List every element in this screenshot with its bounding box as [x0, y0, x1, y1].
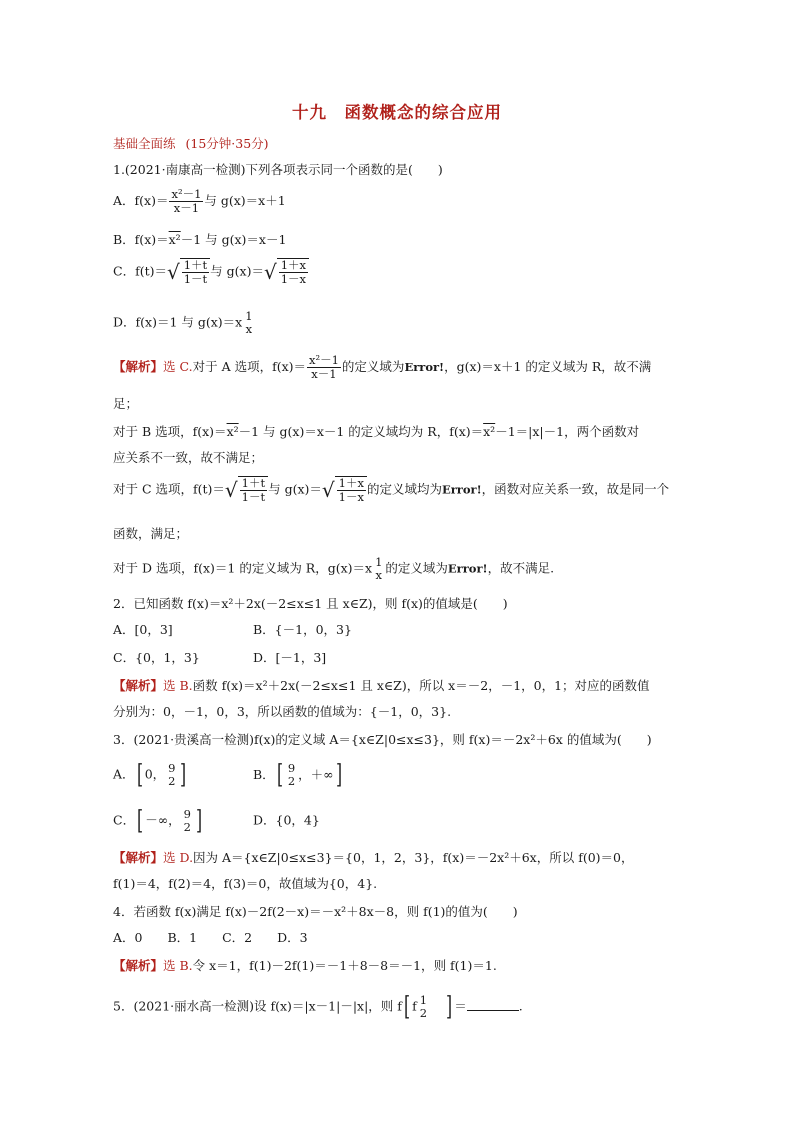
q1-sol3-sqrt-2: √ $\frac{1+x}{1-x}$: [322, 476, 367, 504]
q1-d-prefix: D．f(x)＝1 与 g(x)＝x: [113, 314, 243, 330]
q1-a-denominator: x－1: [173, 201, 200, 216]
q1-sol4-b: 的定义域为: [385, 560, 448, 576]
q3-answer: 选 D.: [163, 850, 194, 865]
q1-sol1-denominator: x－1: [311, 367, 337, 382]
q1-sol3-num1: 1＋t: [241, 476, 266, 490]
q3-options-row-2: [113, 806, 320, 837]
q2-solution-tag: 【解析】: [113, 678, 164, 693]
q1-c-numerator-1: 1＋t: [183, 258, 208, 272]
q1-sol3-c: 的定义域均为: [366, 481, 442, 497]
q3-a-left: 0，: [144, 766, 166, 782]
q3-solution-tag: 【解析】: [113, 850, 164, 865]
q2-options-row-1: [113, 622, 352, 637]
q1-solution-line-2: [113, 424, 639, 439]
q1-sol1-a: 对于 A 选项，f(x)＝: [192, 359, 306, 375]
q1-solution-line-3: [113, 476, 669, 504]
section-header: [113, 136, 269, 151]
q1-option-a: [113, 188, 286, 215]
q3-c-den: 2: [183, 820, 191, 835]
q1-c-sqrt-1: √ $\frac{1+t}{1-t}$: [167, 258, 210, 286]
q1-option-c: [113, 258, 309, 286]
q1-sol3-den1: 1－t: [241, 490, 266, 505]
q1-sol2-radical-1: x²: [226, 424, 239, 439]
q1-b-prefix: B．f(x)＝: [113, 232, 169, 247]
q1-sol4-num: 1: [375, 555, 383, 569]
q3-options-row-1: [113, 760, 344, 791]
q1-sol3-num2: 1＋x: [338, 476, 364, 490]
q5-denominator: 2: [419, 1006, 428, 1021]
q5-stem-text: 5．(2021·丽水高一检测)设 f(x)＝|x－1|－|x|，则 f: [113, 998, 402, 1014]
q1-option-d: [113, 310, 256, 336]
q1-answer: 选 C.: [163, 359, 193, 375]
q2-answer: 选 B.: [163, 678, 193, 693]
q3-b-right: ，＋∞: [298, 766, 334, 782]
q1-a-prefix: A．f(x)＝: [113, 193, 169, 209]
q5-answer-blank[interactable]: [467, 998, 519, 1011]
q2-stem: 2．已知函数 f(x)＝x²＋2x(－2≤x≤1 且 x∈Z)，则 f(x)的值域是( ): [113, 596, 508, 611]
q1-sol2-c: －1＝|x|－1，两个函数对: [495, 424, 640, 439]
q1-sol2-a: 对于 B 选项，f(x)＝: [113, 424, 227, 439]
q1-d-fraction: [243, 310, 254, 336]
q1-solution-line-1b: 足；: [113, 396, 139, 411]
q1-sol3-error: Error!: [441, 482, 482, 497]
q3-stem: 3．(2021·贵溪高一检测)f(x)的定义域 A＝{x∈Z|0≤x≤3}，则 f(x)＝－2x²＋6x 的值域为( ): [113, 732, 652, 747]
q1-sol3-a: 对于 C 选项，f(t)＝: [113, 481, 225, 497]
page-title: 十九 函数概念的综合应用: [292, 103, 502, 122]
q1-c-denominator-1: 1－t: [183, 272, 208, 287]
q1-sol3-den2: 1－x: [338, 490, 364, 505]
q5-numerator: 1: [419, 993, 428, 1007]
q3-option-c: C．[ －∞， 9 2 ]: [113, 806, 203, 837]
q1-solution-line-2b: 应关系不一致，故不满足；: [113, 450, 264, 465]
q3-b-prefix: B．: [253, 766, 275, 782]
q2-option-d: D．[－1，3]: [253, 650, 327, 665]
q1-a-fraction: [169, 188, 203, 215]
q1-b-suffix: －1 与 g(x)＝x－1: [180, 232, 287, 247]
q1-option-b: [113, 232, 286, 247]
q5-inner-f: f: [412, 998, 417, 1014]
q3-solution-line-2: f(1)＝4，f(2)＝4，f(3)＝0，故值域为{0，4}.: [113, 876, 378, 891]
q1-sol3-d: ，函数对应关系一致，故是同一个: [481, 481, 670, 497]
q1-error-text: Error!: [404, 360, 445, 375]
q3-option-b: B．[ 9 2 ，＋∞]: [253, 760, 342, 791]
q3-solution-text-1: 因为 A＝{x∈Z|0≤x≤3}＝{0，1，2，3}，f(x)＝－2x²＋6x，所以 f(0)＝0，: [193, 850, 634, 865]
q3-option-d: D．{0，4}: [253, 812, 320, 828]
q1-a-suffix: 与 g(x)＝x＋1: [204, 193, 286, 209]
q3-a-den: 2: [168, 774, 176, 789]
q1-sol4-den: x: [375, 568, 382, 583]
q1-sol2-radical-2: x²: [483, 424, 496, 439]
q3-c-num: 9: [183, 807, 191, 821]
q3-a-num: 9: [168, 761, 176, 775]
q1-stem: 1.(2021·南康高一检测)下列各项表示同一个函数的是( ): [113, 162, 443, 177]
q4-options: A．0 B．1 C．2 D．3: [113, 930, 308, 945]
q5-end-period: .: [518, 998, 523, 1014]
q2-option-b: B．{－1，0，3}: [253, 622, 352, 637]
q2-option-c: C．{0，1，3}: [113, 650, 200, 665]
q1-sol1-fraction: [307, 354, 341, 381]
section-label: 基础全面练: [113, 136, 176, 151]
q2-solution-text-1: 函数 f(x)＝x²＋2x(－2≤x≤1 且 x∈Z)，所以 x＝－2，－1，0，1；对应的函数值: [192, 678, 650, 693]
q2-option-a: A．[0，3]: [113, 622, 173, 637]
q3-option-a: A．[ 0， 9 2 ]: [113, 760, 187, 791]
section-time: (15分钟·35分): [185, 136, 269, 151]
q2-options-row-2: [113, 650, 326, 665]
q1-c-prefix: C．f(t)＝: [113, 263, 167, 279]
q1-c-numerator-2: 1＋x: [280, 258, 307, 272]
q4-answer: 选 B.: [163, 958, 193, 973]
q4-solution-text: 令 x＝1，f(1)－2f(1)＝－1＋8－8＝－1，则 f(1)＝1.: [192, 958, 497, 973]
q3-a-prefix: A．: [113, 766, 135, 782]
q3-b-num: 9: [287, 761, 296, 775]
q5-equals: ＝: [454, 998, 467, 1014]
q1-sol2-b: －1 与 g(x)＝x－1 的定义域均为 R，f(x)＝: [238, 424, 484, 439]
q1-sol3-sqrt-1: √ $\frac{1+t}{1-t}$: [225, 476, 268, 504]
q1-b-radical: x²: [168, 232, 181, 247]
q1-d-denominator: x: [245, 322, 253, 337]
q1-sol1-b: 的定义域为: [341, 359, 405, 375]
q1-sol1-numerator: x²－1: [309, 353, 339, 367]
q1-a-numerator: x²－1: [171, 187, 202, 201]
q1-c-denominator-2: 1－x: [280, 272, 307, 287]
q1-c-sqrt-2: √ $\frac{1+x}{1-x}$: [264, 258, 309, 286]
q1-sol4-error: Error!: [447, 561, 488, 576]
q1-solution-line-1: [113, 354, 651, 381]
q1-sol3-b: 与 g(x)＝: [268, 481, 322, 497]
q2-solution-line-1: [113, 678, 650, 693]
q1-d-numerator: 1: [245, 309, 253, 323]
q3-b-den: 2: [287, 774, 296, 789]
q1-solution-line-4: [113, 556, 554, 582]
q3-c-left: －∞，: [145, 812, 181, 828]
q1-solution-tag: 【解析】: [113, 359, 164, 375]
q1-sol4-c: ，故不满足.: [487, 560, 555, 576]
q4-solution-tag: 【解析】: [113, 958, 164, 973]
q1-sol4-fraction: [373, 556, 384, 582]
q5-stem: 5．(2021·丽水高一检测)设 f(x)＝|x－1|－|x|，则 f[ f 1 2 ] ＝ .: [113, 992, 523, 1023]
q1-solution-line-3b: 函数，满足；: [113, 526, 189, 541]
q1-c-middle: 与 g(x)＝: [210, 263, 264, 279]
q1-sol1-c: ，g(x)＝x＋1 的定义域为 R，故不满: [444, 359, 652, 375]
q3-solution-line-1: [113, 850, 633, 865]
q4-stem: 4．若函数 f(x)满足 f(x)－2f(2－x)＝－x²＋8x－8，则 f(1)的值为( ): [113, 904, 518, 919]
q2-solution-line-2: 分别为：0，－1，0，3，所以函数的值域为：{－1，0，3}.: [113, 704, 452, 719]
q1-sol4-a: 对于 D 选项，f(x)＝1 的定义域为 R，g(x)＝x: [113, 560, 373, 576]
q3-c-prefix: C．: [113, 812, 136, 828]
q4-solution-line-1: [113, 958, 497, 973]
